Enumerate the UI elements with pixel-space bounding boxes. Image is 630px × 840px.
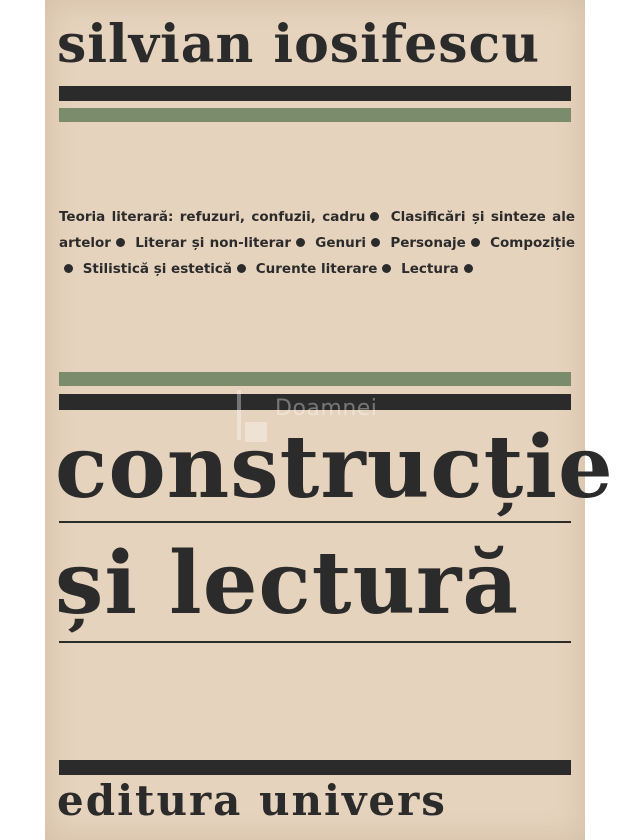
bullet-dot-icon <box>116 238 125 247</box>
bottom-dark-band <box>59 760 571 775</box>
topic-item: Genuri <box>315 235 367 251</box>
topic-item: Lectura <box>401 261 459 277</box>
title-line-1: construcție <box>55 417 614 518</box>
publisher-name: editura univers <box>57 776 447 825</box>
middle-green-band <box>59 372 571 386</box>
topic-item: Curente literare <box>255 261 378 277</box>
top-dark-band <box>59 86 571 101</box>
bullet-dot-icon <box>471 238 480 247</box>
watermark-text: Doamnei <box>275 396 378 421</box>
title-rule-top <box>59 521 571 523</box>
bullet-dot-icon <box>64 264 73 273</box>
book-cover <box>45 0 614 840</box>
top-green-band <box>59 108 571 122</box>
author-name: silvian iosifescu <box>57 14 541 75</box>
bullet-dot-icon <box>371 238 380 247</box>
title-rule-bottom <box>59 641 571 643</box>
topic-item: Clasificări și sinteze ale artelor <box>59 209 576 251</box>
bullet-dot-icon <box>464 264 473 273</box>
topic-item: Stilistică și estetică <box>82 261 233 277</box>
topic-item: Teoria literară: refuzuri, confuzii, cadru <box>59 209 366 225</box>
bullet-dot-icon <box>370 212 379 221</box>
title-line-2: și lectură <box>55 533 520 634</box>
topics-list <box>59 204 575 282</box>
topic-item: Literar și non-literar <box>135 235 292 251</box>
bullet-dot-icon <box>237 264 246 273</box>
topic-item: Personaje <box>390 235 466 251</box>
topic-item: Compoziție <box>490 235 576 251</box>
bullet-dot-icon <box>382 264 391 273</box>
bullet-dot-icon <box>296 238 305 247</box>
